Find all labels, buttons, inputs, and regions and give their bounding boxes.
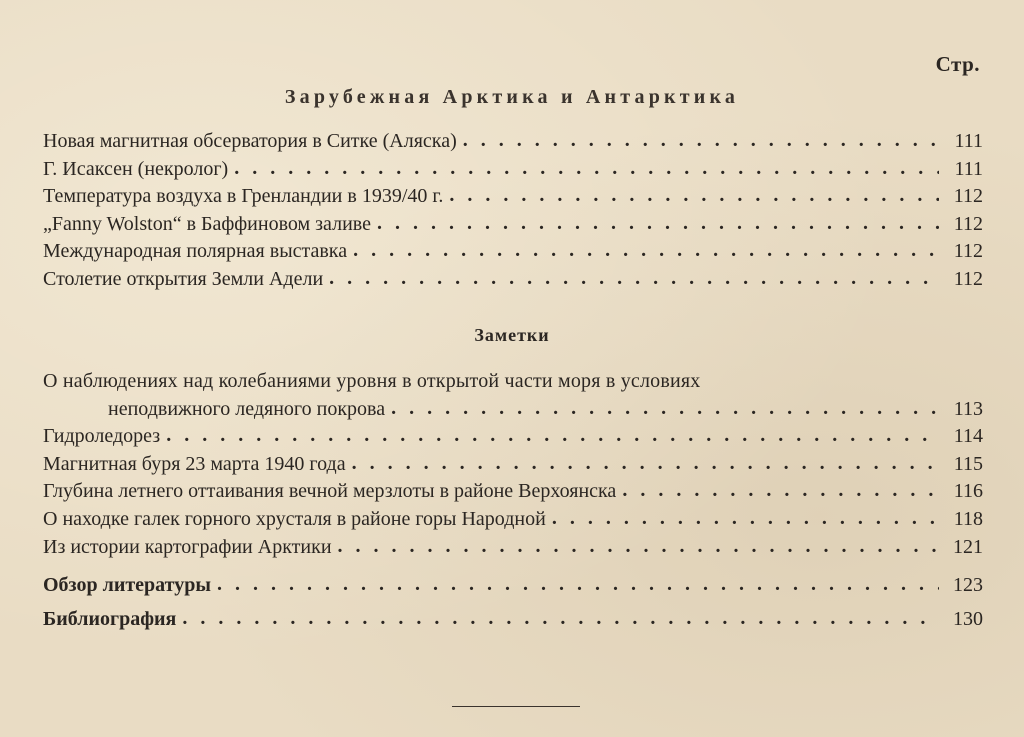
toc-entry-page: 111 [954, 130, 983, 152]
toc-entry-title-line2: неподвижного ледяного покрова [108, 397, 386, 420]
toc-entry-page: 115 [953, 452, 983, 475]
dot-leader [377, 210, 939, 238]
toc-entry-page: 121 [953, 535, 983, 558]
toc-entry-title: Гидроледорез [43, 425, 161, 448]
toc-entry-title-line1: О наблюдениях над колебаниями уровня в открытой части моря в условиях [43, 370, 701, 392]
toc-entry [43, 238, 983, 266]
toc-entry-page: 114 [953, 425, 983, 448]
closing-rule-divider [452, 706, 580, 707]
toc-entry [43, 211, 983, 239]
toc-entry-title: Из истории картографии Арктики [43, 535, 332, 558]
dot-leader [182, 601, 939, 635]
toc-entry-title: Температура воздуха в Гренландии в 1939/40 г. [43, 185, 444, 208]
toc-entry [43, 478, 983, 506]
section-title-foreign-arctic: Зарубежная Арктика и Антарктика [284, 86, 740, 108]
toc-entry-page: 113 [953, 397, 983, 420]
dot-leader [329, 265, 939, 293]
toc-entry-title: Обзор литературы [43, 574, 211, 596]
dot-leader [352, 450, 939, 478]
toc-list-foreign-arctic [43, 128, 983, 294]
toc-entry-page: 112 [953, 240, 983, 263]
toc-entry-page: 118 [953, 507, 983, 530]
toc-entry-page: 112 [953, 267, 983, 290]
toc-entry-title: Магнитная буря 23 марта 1940 года [43, 452, 346, 475]
section-title-notes: Заметки [474, 325, 550, 345]
toc-entry-page: 123 [953, 574, 983, 596]
toc-entry-literature-review [43, 568, 983, 602]
dot-leader [217, 567, 939, 601]
toc-entry [43, 451, 983, 479]
toc-entry-title: Г. Исаксен (некролог) [43, 157, 229, 180]
toc-entry-page: 111 [954, 157, 983, 180]
dot-leader [449, 182, 939, 210]
page-column-label: Стр. [935, 52, 980, 76]
toc-entry-multiline [43, 368, 983, 423]
dot-leader [338, 533, 939, 561]
dot-leader [622, 477, 939, 505]
toc-entry-title: Новая магнитная обсерватория в Ситке (Аляска) [43, 130, 457, 152]
toc-entry-continuation [43, 396, 983, 424]
dot-leader [353, 237, 939, 265]
toc-entry-title: Библиография [43, 608, 177, 630]
toc-entry [43, 183, 983, 211]
dot-leader [166, 422, 939, 450]
toc-entry [43, 423, 983, 451]
toc-entry [43, 128, 983, 156]
toc-entry-title: Глубина летнего оттаивания вечной мерзлоты в районе Верхоянска [43, 480, 617, 503]
toc-entry [43, 506, 983, 534]
toc-list-notes [43, 368, 983, 561]
toc-entry-title: Международная полярная выставка [43, 240, 348, 263]
toc-entry [43, 266, 983, 294]
toc-entry-page: 116 [953, 480, 983, 503]
toc-entry-page: 112 [953, 212, 983, 235]
dot-leader [234, 155, 939, 183]
toc-entry-title: О находке галек горного хрусталя в районе горы Народной [43, 507, 546, 530]
dot-leader [463, 127, 939, 155]
toc-entry-bibliography [43, 602, 983, 636]
dot-leader [391, 395, 939, 423]
toc-entry-page: 112 [953, 185, 983, 208]
toc-entry-title: „Fanny Wolston“ в Баффиновом заливе [43, 212, 371, 235]
toc-entry-title: Столетие открытия Земли Адели [43, 267, 324, 290]
toc-list-end-matter [43, 568, 983, 636]
toc-entry [43, 156, 983, 184]
toc-entry-page: 130 [953, 608, 983, 630]
toc-entry [43, 534, 983, 562]
dot-leader [552, 505, 939, 533]
